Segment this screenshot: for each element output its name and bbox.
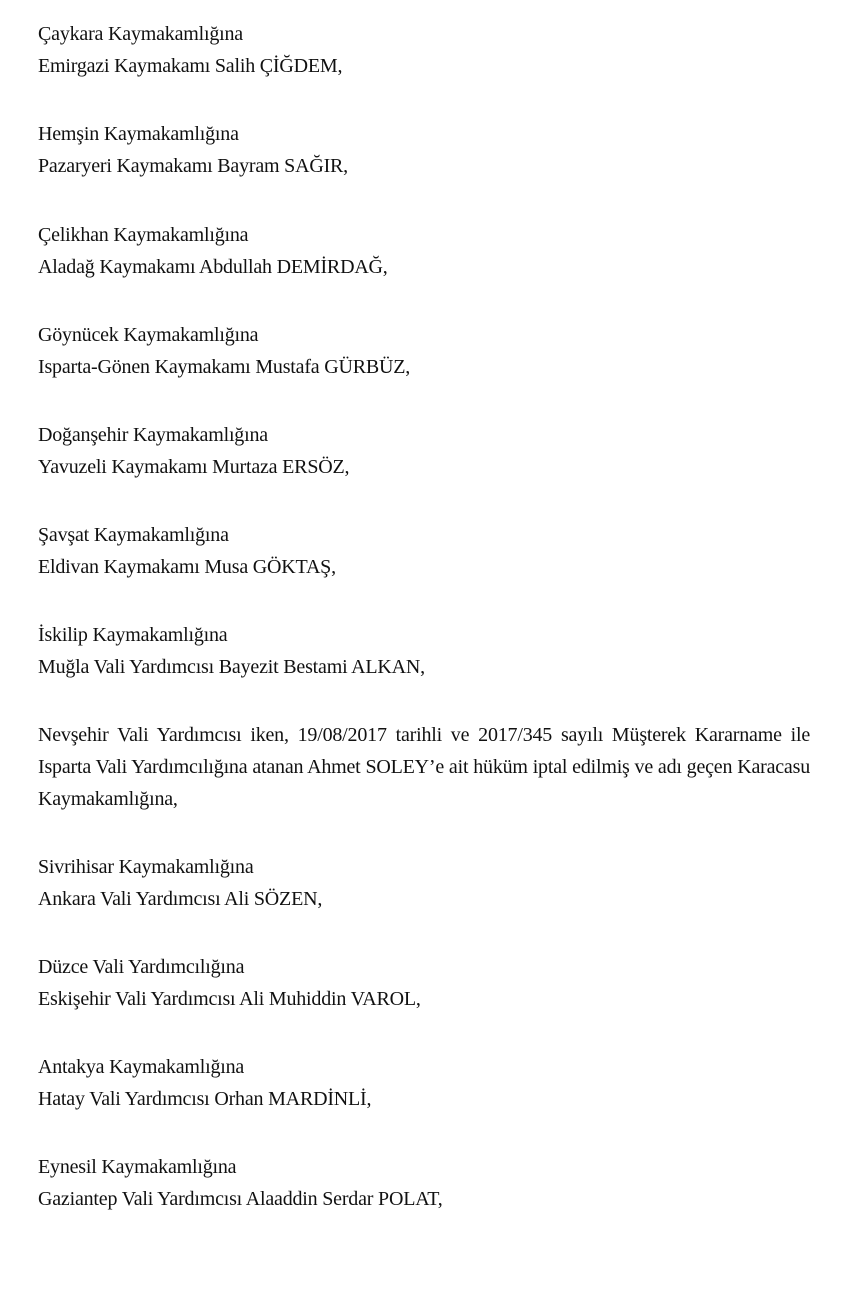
appointment-entry xyxy=(38,1151,813,1215)
appointee: Emirgazi Kaymakamı Salih ÇİĞDEM, xyxy=(38,55,343,77)
appointment-entry xyxy=(38,118,813,182)
appointee: Eldivan Kaymakamı Musa GÖKTAŞ, xyxy=(38,556,336,578)
appointment-post: Sivrihisar Kaymakamlığına xyxy=(38,856,254,878)
appointment-post: Eynesil Kaymakamlığına xyxy=(38,1156,237,1178)
appointment-post: Göynücek Kaymakamlığına xyxy=(38,324,259,346)
appointment-entry xyxy=(38,18,813,82)
appointment-post: Hemşin Kaymakamlığına xyxy=(38,123,239,145)
appointee: Gaziantep Vali Yardımcısı Alaaddin Serdar POLAT, xyxy=(38,1188,443,1210)
appointee: Muğla Vali Yardımcısı Bayezit Bestami ALKAN, xyxy=(38,656,425,678)
annulment-paragraph: Nevşehir Vali Yardımcısı iken, 19/08/2017 tarihli ve 2017/345 sayılı Müşterek Kararname ile Isparta Vali Yardımcılığına atanan Ahmet SOLEY’e ait hüküm iptal edilmiş ve adı geçen Karacasu Kaymakamlığına, xyxy=(38,724,810,810)
appointment-post: Antakya Kaymakamlığına xyxy=(38,1056,245,1078)
appointment-post: Çaykara Kaymakamlığına xyxy=(38,23,243,45)
appointment-entry xyxy=(38,619,813,683)
appointment-entry xyxy=(38,319,813,383)
appointment-post: İskilip Kaymakamlığına xyxy=(38,624,228,646)
appointment-post: Doğanşehir Kaymakamlığına xyxy=(38,424,268,446)
appointment-entry xyxy=(38,951,813,1015)
appointee: Aladağ Kaymakamı Abdullah DEMİRDAĞ, xyxy=(38,256,388,278)
appointment-entry xyxy=(38,219,813,283)
appointment-entry xyxy=(38,1051,813,1115)
appointee: Isparta-Gönen Kaymakamı Mustafa GÜRBÜZ, xyxy=(38,356,411,378)
appointment-entry xyxy=(38,851,813,915)
appointment-entry xyxy=(38,519,813,583)
appointment-post: Çelikhan Kaymakamlığına xyxy=(38,224,249,246)
appointee: Yavuzeli Kaymakamı Murtaza ERSÖZ, xyxy=(38,456,350,478)
appointee: Hatay Vali Yardımcısı Orhan MARDİNLİ, xyxy=(38,1088,372,1110)
appointee: Pazaryeri Kaymakamı Bayram SAĞIR, xyxy=(38,155,348,177)
appointee: Eskişehir Vali Yardımcısı Ali Muhiddin VAROL, xyxy=(38,988,421,1010)
appointment-post: Düzce Vali Yardımcılığına xyxy=(38,956,245,978)
appointment-entry xyxy=(38,419,813,483)
appointee: Ankara Vali Yardımcısı Ali SÖZEN, xyxy=(38,888,323,910)
appointment-post: Şavşat Kaymakamlığına xyxy=(38,524,229,546)
